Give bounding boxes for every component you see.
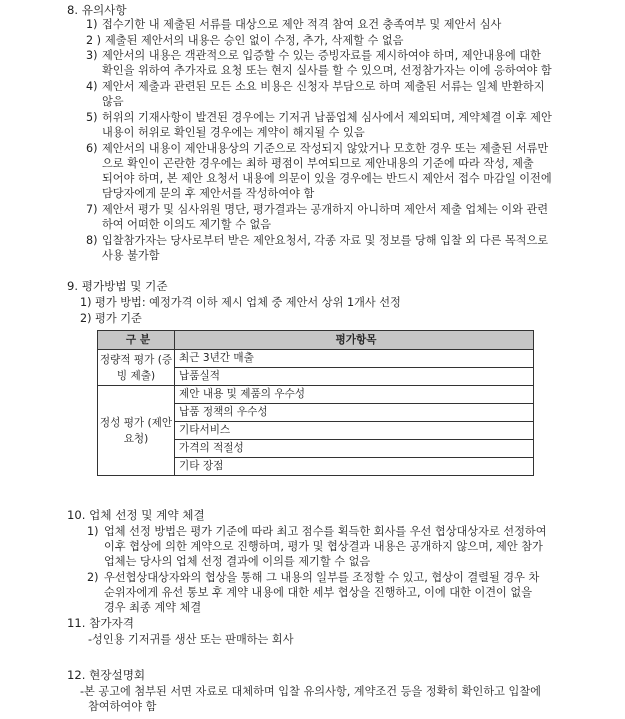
s10-item-2-line-2: 순위자에게 유선 통보 후 계약 내용에 대한 세부 협상을 진행하고, 이에 대한 이견이 없을 <box>104 586 533 599</box>
evaluation-table <box>97 330 534 476</box>
s8-item-2-line-1: 제출된 제안서의 내용은 승인 없이 수정, 추가, 삭제할 수 없음 <box>105 34 404 47</box>
s8-item-3-line-1: 제안서의 내용은 객관적으로 입증할 수 있는 증빙자료를 제시하여야 하며, 제안내용에 대한 <box>102 49 541 62</box>
table-header-row <box>98 331 534 350</box>
s9-evaluation-criteria-label: 2) 평가 기준 <box>80 312 142 325</box>
s10-item-2-num: 2) <box>87 571 99 584</box>
category-qualitative: 정성 평가 (제안요청) <box>98 386 175 476</box>
header-items: 평가항목 <box>175 331 534 350</box>
s8-item-1-line-1: 접수기한 내 제출된 서류를 대상으로 제안 적격 참여 요건 충족여부 및 제안서 심사 <box>102 18 502 31</box>
s8-item-8-line-1: 입찰참가자는 당사로부터 받은 제안요청서, 각종 자료 및 정보를 당해 입찰 외 다른 목적으로 <box>102 234 549 247</box>
category-quantitative: 정량적 평가 (증빙 제출) <box>98 350 175 386</box>
table-row <box>98 386 534 404</box>
s8-item-3-num: 3) <box>86 49 98 62</box>
table-row <box>98 350 534 368</box>
table-cell: 가격의 적절성 <box>175 440 534 458</box>
section-8-heading: 8. 유의사항 <box>67 3 127 17</box>
s8-item-5-line-1: 허위의 기재사항이 발견된 경우에는 기저귀 납품업체 심사에서 제외되며, 계약체결 이후 제안 <box>102 111 552 124</box>
s8-item-4-line-1: 제안서 제출과 관련된 모든 소요 비용은 신청자 부담으로 하며 제출된 서류는 일체 반환하지 <box>102 80 545 93</box>
section-12-heading: 12. 현장설명회 <box>67 668 146 682</box>
s10-item-1-line-2: 이후 협상에 의한 계약으로 진행하며, 평가 및 협상결과 내용은 공개하지 않으며, 제안 참가 <box>104 540 543 553</box>
s8-item-7-num: 7) <box>86 203 98 216</box>
table-cell: 제안 내용 및 제품의 우수성 <box>175 386 534 404</box>
s8-item-6-line-1: 제안서의 내용이 제안내용상의 기준으로 작성되지 않았거나 모호한 경우 또는 제출된 서류만 <box>102 142 549 155</box>
s8-item-6-line-2: 으로 확인이 곤란한 경우에는 최하 평점이 부여되므로 제안내용의 기준에 따라 작성, 제출 <box>102 157 534 170</box>
header-category: 구 분 <box>98 331 175 350</box>
s8-item-5-num: 5) <box>86 111 98 124</box>
s8-item-1-num: 1) <box>86 18 98 31</box>
s8-item-6-num: 6) <box>86 142 98 155</box>
table-cell: 기타서비스 <box>175 422 534 440</box>
s12-line-2: 참여하여야 함 <box>88 700 157 713</box>
s8-item-2-num: 2 ) <box>86 34 102 47</box>
s10-item-2-line-3: 경우 최종 계약 체결 <box>104 601 202 614</box>
table-cell: 납품실적 <box>175 368 534 386</box>
section-11-heading: 11. 참가자격 <box>67 616 134 630</box>
s10-item-1-line-1: 업체 선정 방법은 평가 기준에 따라 최고 점수를 획득한 회사를 우선 협상대상자로 선정하여 <box>104 525 547 538</box>
s9-evaluation-method: 1) 평가 방법: 예정가격 이하 제시 업체 중 제안서 상위 1개사 선정 <box>80 296 401 309</box>
s8-item-4-num: 4) <box>86 80 98 93</box>
s8-item-8-num: 8) <box>86 234 98 247</box>
s8-item-4-line-2: 않음 <box>102 95 124 108</box>
s10-item-1-line-3: 업체는 당사의 업체 선정 결과에 이의를 제기할 수 없음 <box>104 555 371 568</box>
s10-item-2-line-1: 우선협상대상자와의 협상을 통해 그 내용의 일부를 조정할 수 있고, 협상이 결렬될 경우 차 <box>104 571 540 584</box>
section-9-heading: 9. 평가방법 및 기준 <box>67 279 168 293</box>
s8-item-6-line-3: 되어야 하며, 본 제안 요청서 내용에 의문이 있을 경우에는 반드시 제안서 접수 마감일 이전에 <box>102 172 552 185</box>
s8-item-6-line-4: 담당자에게 문의 후 제안서를 작성하여야 함 <box>102 187 315 200</box>
section-10-heading: 10. 업체 선정 및 계약 체결 <box>67 508 205 522</box>
s8-item-7-line-2: 하여 어떠한 이의도 제기할 수 없음 <box>102 218 272 231</box>
s8-item-5-line-2: 내용이 허위로 확인될 경우에는 계약이 해지될 수 있음 <box>102 126 365 139</box>
s11-qualification: -성인용 기저귀를 생산 또는 판매하는 회사 <box>88 633 294 646</box>
table-cell: 최근 3년간 매출 <box>175 350 534 368</box>
table-cell: 납품 정책의 우수성 <box>175 404 534 422</box>
s8-item-8-line-2: 사용 불가함 <box>102 249 160 262</box>
s10-item-1-num: 1) <box>87 525 99 538</box>
s12-line-1: -본 공고에 첨부된 서면 자료로 대체하며 입찰 유의사항, 계약조건 등을 정확히 확인하고 입찰에 <box>80 685 541 698</box>
s8-item-3-line-2: 확인을 위하여 추가자료 요청 또는 현지 실사를 할 수 있으며, 선정참가자는 이에 응하여야 함 <box>102 64 552 77</box>
s8-item-7-line-1: 제안서 평가 및 심사위원 명단, 평가결과는 공개하지 아니하며 제안서 제출 업체는 이와 관련 <box>102 203 549 216</box>
table-cell: 기타 장점 <box>175 458 534 476</box>
